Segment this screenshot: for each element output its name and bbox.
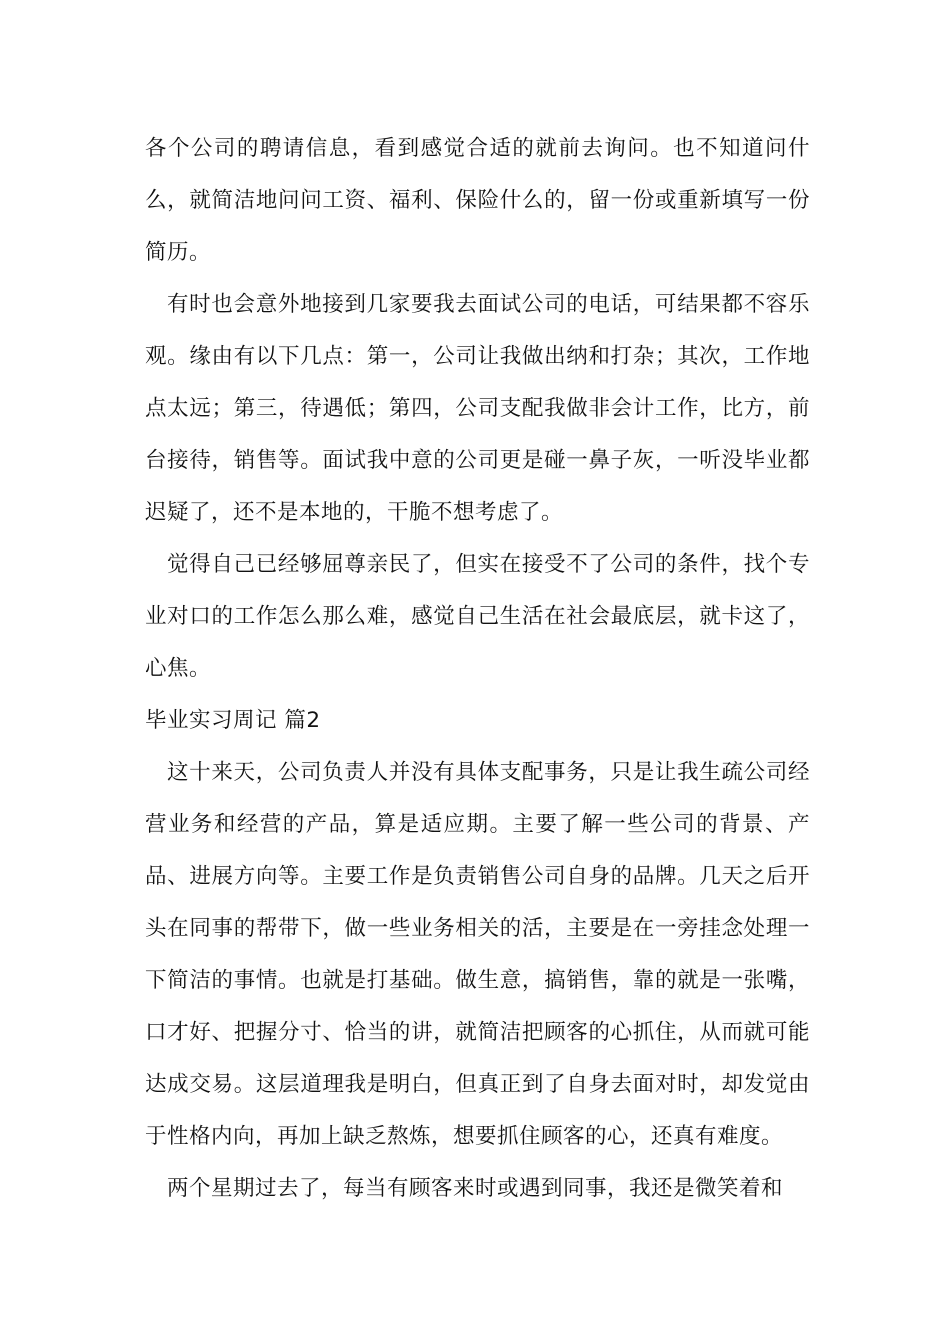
section-heading: 毕业实习周记 篇2 [145, 708, 321, 733]
paragraph: 觉得自己已经够屈尊亲民了，但实在接受不了公司的条件，找个专业对口的工作怎么那么难，感觉自己生活在社会最底层，就卡这了，心焦。 [145, 552, 810, 681]
paragraph: 各个公司的聘请信息，看到感觉合适的就前去询问。也不知道问什么，就简洁地问问工资、福利、保险什么的，留一份或重新填写一份简历。 [145, 136, 810, 265]
paragraph: 两个星期过去了，每当有顾客来时或遇到同事，我还是微笑着和 [167, 1176, 784, 1201]
paragraph: 有时也会意外地接到几家要我去面试公司的电话，可结果都不容乐观。缘由有以下几点：第一，公司让我做出纳和打杂；其次，工作地点太远；第三，待遇低；第四，公司支配我做非会计工作，比方，前台接待，销售等。面试我中意的公司更是碰一鼻子灰，一听没毕业都迟疑了，还不是本地的，干脆不想考虑了。 [145, 292, 810, 525]
document-body [145, 123, 810, 1215]
paragraph: 这十来天，公司负责人并没有具体支配事务，只是让我生疏公司经营业务和经营的产品，算是适应期。主要了解一些公司的背景、产品、进展方向等。主要工作是负责销售公司自身的品牌。几天之后开头在同事的帮带下，做一些业务相关的活，主要是在一旁挂念处理一下简洁的事情。也就是打基础。做生意，搞销售，靠的就是一张嘴，口才好、把握分寸、恰当的讲，就简洁把顾客的心抓住，从而就可能达成交易。这层道理我是明白，但真正到了自身去面对时，却发觉由于性格内向，再加上缺乏熬炼，想要抓住顾客的心，还真有难度。 [145, 760, 810, 1149]
